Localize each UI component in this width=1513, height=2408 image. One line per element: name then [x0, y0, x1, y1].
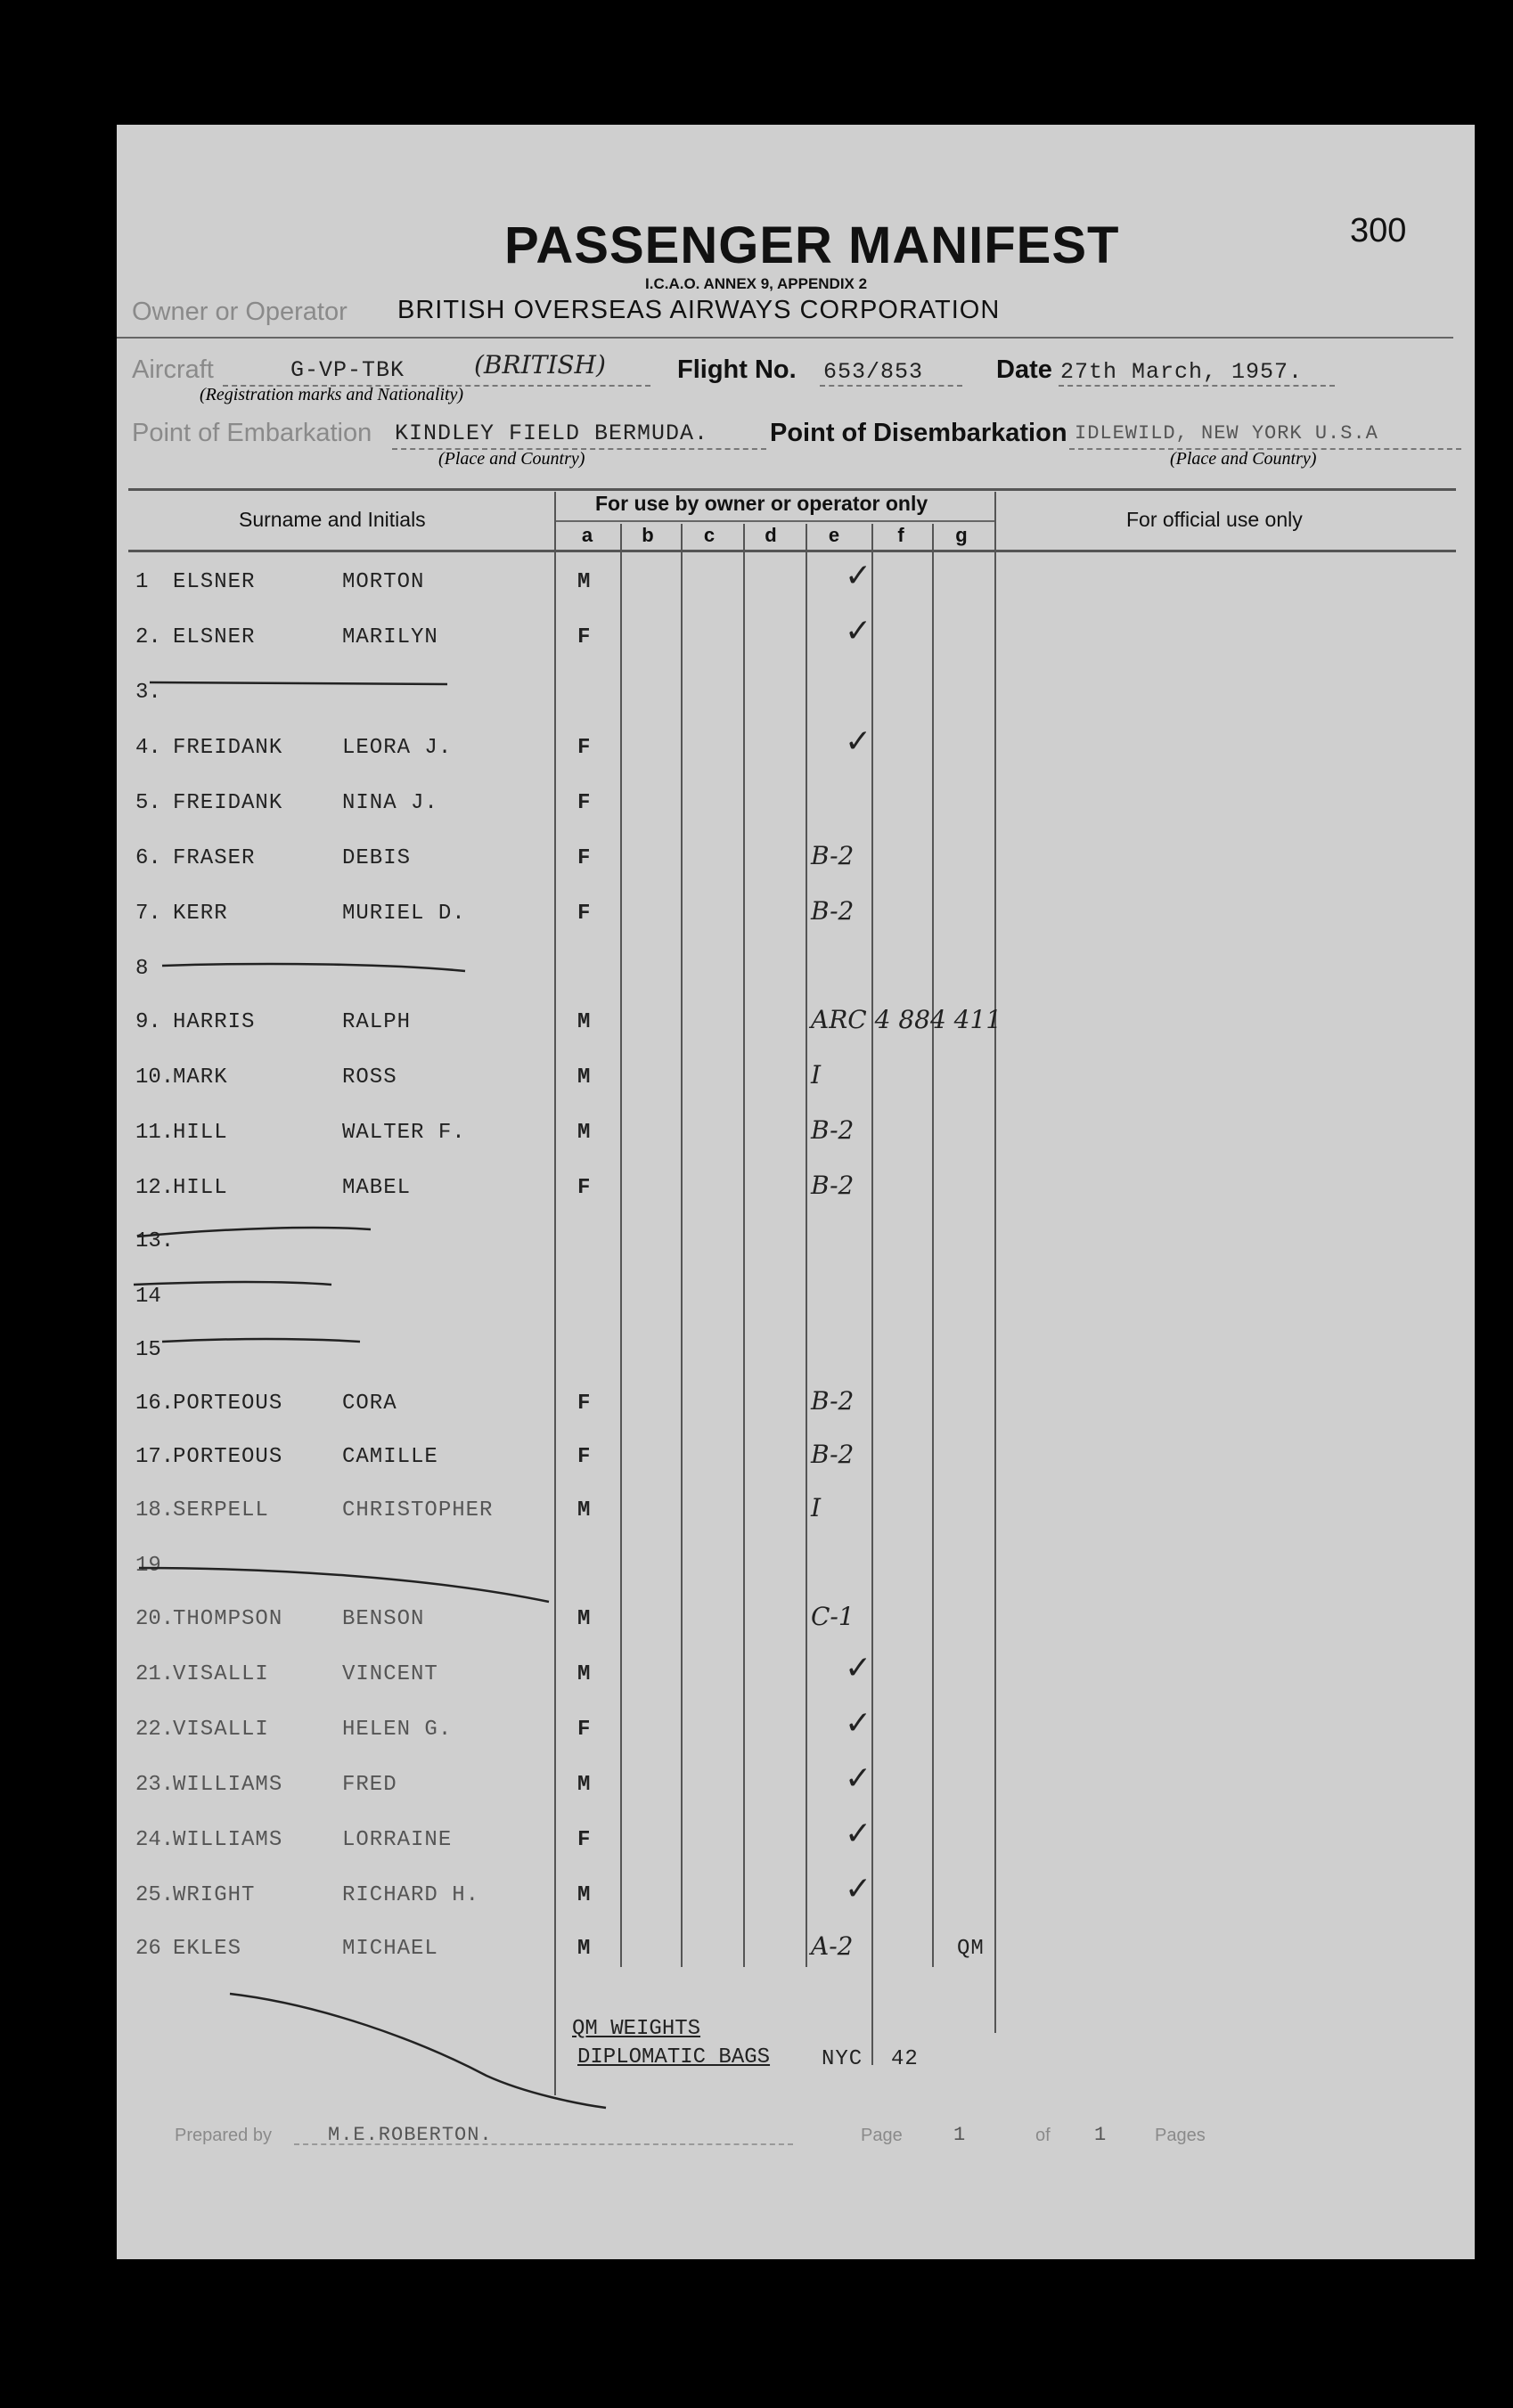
prepared-by-label: Prepared by [175, 2126, 272, 2145]
cell-sex: F [577, 1392, 592, 1416]
cell-status: B-2 [811, 1171, 855, 1200]
col-b-header: b [642, 524, 654, 546]
cell-sex: M [577, 1010, 592, 1034]
cell-sex: M [577, 1883, 592, 1907]
row-number: 22. [135, 1718, 175, 1742]
cell-status: I [811, 1493, 822, 1522]
row-number: 14 [135, 1285, 161, 1309]
cell-status: A-2 [811, 1931, 854, 1961]
strike-row-14 [134, 1282, 331, 1285]
row-number: 26 [135, 1937, 161, 1961]
passenger-given-names: CORA [342, 1392, 397, 1416]
row-number: 15 [135, 1338, 161, 1362]
aircraft-caption: (Registration marks and Nationality) [200, 385, 464, 404]
cell-sex: F [577, 1445, 592, 1469]
row-number: 1 [135, 570, 149, 594]
cell-sex: M [577, 1065, 592, 1090]
col-g-header: g [955, 524, 968, 546]
col-surname-header: Surname and Initials [239, 508, 426, 531]
col-owner-header: For use by owner or operator only [595, 492, 928, 515]
cell-sex: F [577, 1828, 592, 1852]
passenger-given-names: RICHARD H. [342, 1883, 480, 1907]
cell-g: QM [957, 1937, 985, 1961]
passenger-given-names: MURIEL D. [342, 902, 466, 926]
strike-footer [230, 1994, 606, 2108]
passenger-surname: THOMPSON [173, 1607, 283, 1631]
cell-sex: F [577, 902, 592, 926]
passenger-surname: HILL [173, 1176, 228, 1200]
passenger-surname: KERR [173, 902, 228, 926]
check-mark: ✓ [845, 723, 872, 760]
row-number: 10. [135, 1065, 175, 1090]
passenger-given-names: DEBIS [342, 846, 412, 870]
flight-number: 653/853 [823, 359, 924, 385]
passenger-given-names: NINA J. [342, 791, 438, 815]
passenger-given-names: HELEN G. [342, 1718, 453, 1742]
embark-value: KINDLEY FIELD BERMUDA. [395, 420, 709, 446]
passenger-given-names: MICHAEL [342, 1937, 438, 1961]
cell-sex: M [577, 1662, 592, 1686]
passenger-given-names: LORRAINE [342, 1828, 453, 1852]
embark-caption: (Place and Country) [438, 449, 585, 469]
passenger-surname: HILL [173, 1121, 228, 1145]
date-value: 27th March, 1957. [1060, 359, 1304, 385]
page-label: Page [861, 2126, 903, 2145]
row-number: 7. [135, 902, 161, 926]
passenger-surname: HARRIS [173, 1010, 256, 1034]
row-number: 21. [135, 1662, 175, 1686]
cell-status: B-2 [811, 841, 855, 870]
cell-status: B-2 [811, 1115, 855, 1145]
row-number: 19 [135, 1554, 161, 1578]
passenger-surname: FRASER [173, 846, 256, 870]
cell-sex: M [577, 1121, 592, 1145]
page-subtitle: I.C.A.O. ANNEX 9, APPENDIX 2 [645, 275, 868, 292]
col-e-header: e [828, 524, 840, 546]
passenger-given-names: VINCENT [342, 1662, 438, 1686]
passenger-given-names: CHRISTOPHER [342, 1498, 494, 1522]
passenger-given-names: MABEL [342, 1176, 412, 1200]
cell-sex: M [577, 570, 592, 594]
passenger-given-names: WALTER F. [342, 1121, 466, 1145]
row-number: 13. [135, 1229, 175, 1253]
embark-label: Point of Embarkation [132, 419, 372, 447]
passenger-surname: FREIDANK [173, 791, 283, 815]
passenger-surname: PORTEOUS [173, 1392, 283, 1416]
strike-row-3 [150, 682, 447, 684]
passenger-given-names: MARILYN [342, 625, 438, 649]
passenger-given-names: MORTON [342, 570, 425, 594]
aircraft-label: Aircraft [132, 355, 214, 384]
check-mark: ✓ [845, 558, 872, 594]
flight-label: Flight No. [677, 355, 797, 384]
disembark-value: IDLEWILD, NEW YORK U.S.A [1075, 422, 1378, 445]
passenger-given-names: BENSON [342, 1607, 425, 1631]
cell-sex: F [577, 846, 592, 870]
col-f-header: f [897, 524, 904, 546]
passenger-given-names: FRED [342, 1773, 397, 1797]
date-label: Date [996, 355, 1052, 384]
cell-status: B-2 [811, 896, 855, 926]
aircraft-nationality: (BRITISH) [474, 350, 606, 380]
passenger-given-names: CAMILLE [342, 1445, 438, 1469]
passenger-surname: MARK [173, 1065, 228, 1090]
passenger-surname: WILLIAMS [173, 1828, 283, 1852]
row-number: 11. [135, 1121, 175, 1145]
cell-sex: M [577, 1773, 592, 1797]
row-number: 6. [135, 846, 161, 870]
cell-status: B-2 [811, 1440, 855, 1469]
strike-row-19 [139, 1568, 549, 1602]
passenger-given-names: LEORA J. [342, 736, 453, 760]
disembark-caption: (Place and Country) [1170, 449, 1317, 469]
prepared-by-value: M.E.ROBERTON. [328, 2124, 493, 2146]
of-label: of [1035, 2126, 1051, 2145]
diplomatic-bags-note: DIPLOMATIC BAGS [577, 2045, 771, 2069]
owner-value: BRITISH OVERSEAS AIRWAYS CORPORATION [397, 296, 1001, 324]
row-number: 12. [135, 1176, 175, 1200]
nyc-note: NYC [822, 2047, 863, 2071]
check-mark: ✓ [845, 1871, 872, 1907]
page-title: PASSENGER MANIFEST [504, 216, 1120, 274]
of-value: 1 [1094, 2124, 1108, 2146]
check-mark: ✓ [845, 1650, 872, 1686]
row-number: 3. [135, 681, 161, 705]
cell-sex: F [577, 625, 592, 649]
row-number: 20. [135, 1607, 175, 1631]
passenger-surname: WRIGHT [173, 1883, 256, 1907]
passenger-surname: WILLIAMS [173, 1773, 283, 1797]
row-number: 17. [135, 1445, 175, 1469]
row-number: 2. [135, 625, 161, 649]
row-number: 25. [135, 1883, 175, 1907]
page-number: 300 [1350, 212, 1407, 249]
qm-weights-note: QM WEIGHTS [572, 2017, 701, 2041]
col-d-header: d [765, 524, 777, 546]
prepared-underline [294, 2143, 793, 2145]
passenger-surname: FREIDANK [173, 736, 283, 760]
cell-status: B-2 [811, 1386, 855, 1416]
strike-row-13 [137, 1228, 371, 1237]
check-mark: ✓ [845, 613, 872, 649]
page-value: 1 [953, 2124, 967, 2146]
cell-status: I [811, 1060, 822, 1090]
passenger-surname: PORTEOUS [173, 1445, 283, 1469]
disembark-label: Point of Disembarkation [770, 419, 1067, 447]
row-number: 9. [135, 1010, 161, 1034]
col-official-header: For official use only [1126, 508, 1303, 531]
col-c-header: c [703, 524, 716, 546]
passenger-given-names: RALPH [342, 1010, 412, 1034]
cell-sex: F [577, 736, 592, 760]
cell-status: ARC 4 884 411 [811, 1005, 1002, 1034]
strike-row-8 [162, 964, 465, 971]
check-mark: ✓ [845, 1705, 872, 1742]
passenger-surname: ELSNER [173, 570, 256, 594]
passenger-given-names: ROSS [342, 1065, 397, 1090]
cell-sex: F [577, 1176, 592, 1200]
col-a-header: a [581, 524, 593, 546]
row-number: 8 [135, 957, 149, 981]
check-mark: ✓ [845, 1816, 872, 1852]
passenger-surname: SERPELL [173, 1498, 269, 1522]
row-number: 5. [135, 791, 161, 815]
row-number: 4. [135, 736, 161, 760]
cell-status: C-1 [811, 1602, 855, 1631]
cell-sex: F [577, 791, 592, 815]
passenger-surname: ELSNER [173, 625, 256, 649]
aircraft-value: G-VP-TBK [290, 357, 405, 383]
strike-row-15 [162, 1339, 360, 1342]
row-number: 18. [135, 1498, 175, 1522]
passenger-surname: EKLES [173, 1937, 242, 1961]
pages-label: Pages [1155, 2126, 1206, 2145]
row-number: 16. [135, 1392, 175, 1416]
row-number: 23. [135, 1773, 175, 1797]
row-number: 24. [135, 1828, 175, 1852]
cell-sex: M [577, 1607, 592, 1631]
cell-sex: M [577, 1498, 592, 1522]
passenger-surname: VISALLI [173, 1718, 269, 1742]
owner-label: Owner or Operator [132, 298, 348, 326]
bags-count: 42 [891, 2047, 919, 2071]
cell-sex: F [577, 1718, 592, 1742]
cell-sex: M [577, 1937, 592, 1961]
passenger-surname: VISALLI [173, 1662, 269, 1686]
check-mark: ✓ [845, 1760, 872, 1797]
